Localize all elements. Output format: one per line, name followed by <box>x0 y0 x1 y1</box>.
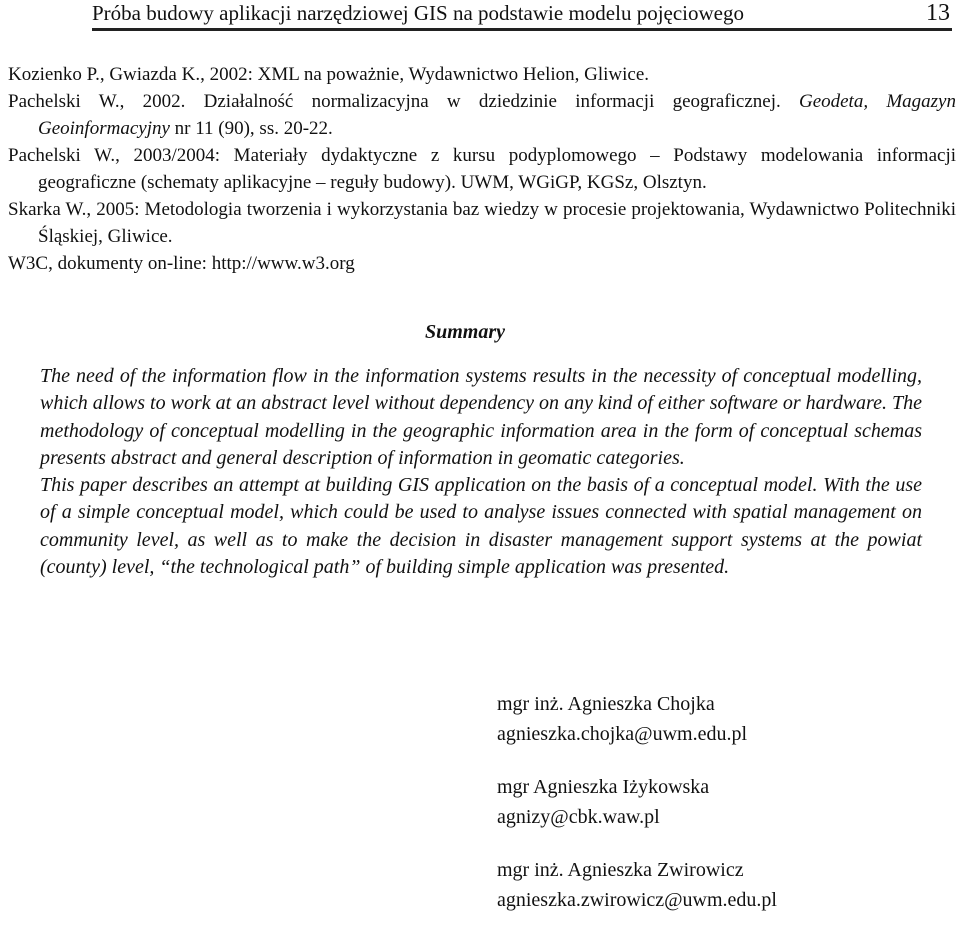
summary-heading: Summary <box>424 321 506 343</box>
reference-journal-title: Geodeta, Magazyn Geoinformacyjny <box>38 91 956 139</box>
reference-item <box>8 250 956 277</box>
reference-text: Pachelski W., 2003/2004: Materiały dydaktyczne z kursu podyplomowego – Podstawy modelowania informacji geograficzne (schematy aplikacyjne – reguły budowy). UWM, WGiGP, KGSz, Olsztyn. <box>8 145 956 193</box>
summary-body <box>40 363 922 581</box>
reference-item <box>8 196 956 250</box>
reference-text: W3C, dokumenty on-line: http://www.w3.org <box>8 253 355 274</box>
references-list <box>8 61 956 277</box>
author-block <box>497 689 777 749</box>
running-header <box>92 0 952 31</box>
author-block <box>497 855 777 915</box>
summary-paragraph: This paper describes an attempt at building GIS application on the basis of a conceptual model. With the use of a simple conceptual model, which could be used to analyse issues connected with spatial management on community level, as well as to make the decision in disaster management support systems at the powiat (county) level, “the technological path” of building simple application was presented. <box>40 474 922 579</box>
reference-text-tail: nr 11 (90), ss. 20-22. <box>169 118 333 139</box>
reference-text: Pachelski W., 2002. Działalność normalizacyjna w dziedzinie informacji geograficznej. <box>8 91 799 112</box>
running-title: Próba budowy aplikacji narzędziowej GIS na podstawie modelu pojęciowego <box>92 1 744 25</box>
author-name: mgr Agnieszka Iżykowska <box>497 776 710 798</box>
summary-paragraph: The need of the information flow in the information systems results in the necessity of conceptual modelling, which allows to work at an abstract level without dependency on any kind of either software or hardware. The methodology of conceptual modelling in the geographic information area in the form of conceptual schemas presents abstract and general description of information in geomatic categories. <box>40 365 922 469</box>
reference-item <box>8 142 956 196</box>
page-number: 13 <box>926 0 950 26</box>
reference-item <box>8 61 956 88</box>
author-email: agnieszka.zwirowicz@uwm.edu.pl <box>497 889 777 911</box>
author-affiliations <box>497 689 777 938</box>
reference-text: Kozienko P., Gwiazda K., 2002: XML na poważnie, Wydawnictwo Helion, Gliwice. <box>8 64 650 85</box>
author-email: agnizy@cbk.waw.pl <box>497 806 660 828</box>
author-block <box>497 772 777 832</box>
author-email: agnieszka.chojka@uwm.edu.pl <box>497 723 748 745</box>
reference-text: Skarka W., 2005: Metodologia tworzenia i wykorzystania baz wiedzy w procesie projektowania, Wydawnictwo Politechniki Śląskiej, Gliwice. <box>8 199 956 247</box>
author-name: mgr inż. Agnieszka Chojka <box>497 693 715 715</box>
reference-item <box>8 88 956 142</box>
author-name: mgr inż. Agnieszka Zwirowicz <box>497 859 744 881</box>
